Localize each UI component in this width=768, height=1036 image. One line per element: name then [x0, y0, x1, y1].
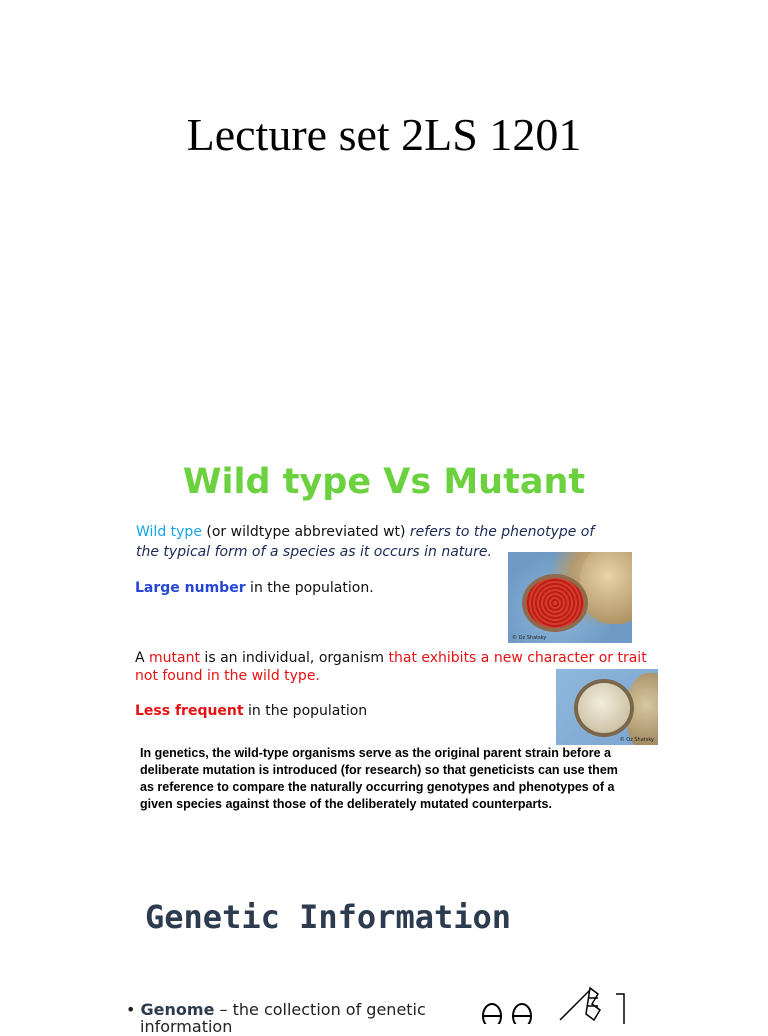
- less-frequent-term: Less frequent: [135, 703, 244, 719]
- genome-definition: – the collection of genetic: [214, 1000, 426, 1019]
- wild-type-fly-photo: [508, 552, 632, 643]
- mutant-line1: [135, 650, 647, 666]
- wild-type-heading: Wild type Vs Mutant: [182, 462, 586, 502]
- fly-body-shape: [626, 673, 658, 745]
- dna-figure-illustration: [478, 984, 638, 1024]
- large-number-rest: in the population.: [245, 580, 374, 596]
- photo-credit: © Oz Shatsky: [512, 635, 547, 641]
- genome-term: Genome: [140, 1000, 215, 1019]
- mutant-mid: is an individual, organism: [199, 650, 389, 666]
- wild-type-definition-line1: [136, 524, 594, 540]
- chromosome-shape: [483, 1004, 501, 1024]
- bullet-marker: •: [126, 1000, 136, 1019]
- mutant-term: mutant: [149, 650, 200, 666]
- white-eye-shape: [578, 683, 630, 733]
- genome-bullet-line2: information: [140, 1017, 233, 1036]
- pointer-line: [560, 990, 590, 1020]
- wild-type-term: Wild type: [136, 524, 202, 540]
- less-frequent-rest: in the population: [243, 703, 368, 719]
- chromosome-shape: [513, 1004, 531, 1024]
- mutant-line2: not found in the wild type.: [135, 668, 320, 684]
- mutant-a: A: [135, 650, 150, 666]
- fly-body-shape: [580, 552, 632, 624]
- wild-type-paren: (or wildtype abbreviated wt): [201, 524, 410, 540]
- mutant-fly-photo: [556, 669, 658, 745]
- wild-type-definition-line2: the typical form of a species as it occurs in nature.: [136, 544, 492, 560]
- wild-type-paragraph: In genetics, the wild-type organisms serve as the original parent strain before a deliberate mutation is introduced (for research) so that geneticists can use them as reference to compare the naturally occurring genotypes and phenotypes of a given species against those of the deliberately mutated counterparts.: [140, 746, 618, 811]
- wild-type-def-part1: refers to the phenotype of: [409, 524, 595, 540]
- red-eye-shape: [526, 578, 584, 628]
- bracket-shape: [616, 994, 624, 1024]
- genetic-information-heading: Genetic Information: [145, 898, 512, 936]
- large-number-line: [135, 580, 374, 596]
- photo-credit: © Oz Shatsky: [619, 737, 654, 743]
- large-number-term: Large number: [135, 580, 246, 596]
- slide-title: Lecture set 2LS 1201: [186, 109, 582, 160]
- less-frequent-line: [135, 703, 367, 719]
- mutant-red-part1: that exhibits a new character or trait: [388, 650, 647, 666]
